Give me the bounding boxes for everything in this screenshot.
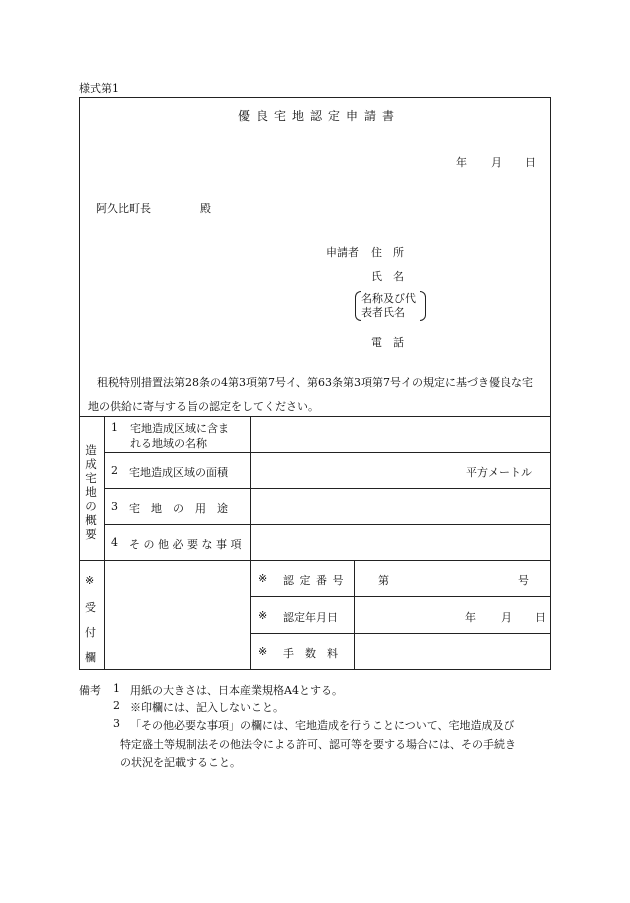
cert-date-day: 日: [535, 611, 546, 624]
applicant-label: 申請者: [326, 246, 359, 259]
cert-date-month: 月: [501, 611, 512, 624]
form-number: 様式第1: [79, 82, 119, 95]
note3-line2: 特定盛土等規制法その他法令による許可、認可等を要する場合には、その手続き: [120, 738, 516, 751]
reception-char-1: 受: [85, 601, 96, 614]
column-line-2: [250, 416, 251, 670]
reception-row2-label: 認定年月日: [283, 611, 338, 624]
notes-heading: 備考: [79, 684, 101, 697]
reception-char-3: 欄: [85, 651, 96, 664]
column-line-3: [354, 560, 355, 670]
bracket-right: [420, 291, 426, 321]
form-title: 優良宅地認定申請書: [238, 109, 401, 123]
date-day: 日: [525, 156, 536, 169]
note3-line3: の状況を記載すること。: [120, 756, 241, 769]
overview-row2-unit[interactable]: 平方メートル: [466, 466, 532, 479]
overview-row1-num: 1: [111, 421, 118, 434]
note2-text: ※印欄には、記入しないこと。: [130, 701, 284, 714]
overview-row-line-2: [104, 488, 551, 489]
date-year: 年: [456, 156, 467, 169]
reception-row-line-1: [250, 596, 551, 597]
overview-row3-label: 宅 地 の 用 途: [129, 502, 228, 515]
date-month: 月: [491, 156, 502, 169]
overview-row1-label-line2: れる地域の名称: [130, 437, 207, 450]
cert-date-year: 年: [465, 611, 476, 624]
applicant-name-label: 氏 名: [371, 270, 404, 283]
reception-row2-mark: ※: [258, 609, 268, 622]
reception-row3-mark: ※: [258, 645, 268, 658]
reception-row-line-2: [250, 633, 551, 634]
note1-text: 用紙の大きさは、日本産業規格A4とする。: [130, 684, 343, 697]
applicant-phone-label: 電 話: [371, 336, 404, 349]
note1-num: 1: [113, 682, 120, 695]
overview-row-line-3: [104, 524, 551, 525]
cert-number-prefix: 第: [378, 574, 389, 587]
overview-row3-num: 3: [111, 500, 118, 513]
table-top-line: [79, 416, 551, 417]
reception-row1-label: 認 定 番 号: [283, 574, 345, 587]
reception-row1-mark: ※: [258, 572, 268, 585]
reception-mark: ※: [85, 574, 95, 587]
note3-line1: 「その他必要な事項」の欄には、宅地造成を行うことについて、宅地造成及び: [130, 719, 515, 732]
reception-row3-label: 手 数 料: [283, 647, 338, 660]
overview-row1-label-line1: 宅地造成区域に含ま: [130, 422, 229, 435]
overview-row2-num: 2: [111, 464, 118, 477]
note3-num: 3: [113, 717, 120, 730]
statement-line2: 地の供給に寄与する旨の認定をしてください。: [88, 400, 319, 413]
corp-label-line1: 名称及び代: [361, 292, 416, 305]
overview-row4-label: そ の 他 必 要 な 事 項: [129, 538, 242, 551]
corp-label-line2: 表者氏名: [361, 306, 405, 319]
addressee-name: 阿久比町長: [96, 202, 151, 215]
applicant-address-label: 住 所: [371, 246, 404, 259]
overview-vertical-label: 造 成 宅 地 の 概 要: [85, 443, 97, 541]
note2-num: 2: [113, 699, 120, 712]
column-line-1: [104, 416, 105, 670]
overview-row4-num: 4: [111, 536, 118, 549]
section-divider-line: [79, 560, 551, 561]
statement-line1: 租税特別措置法第28条の4第3項第7号イ、第63条第3項第7号イの規定に基づき優良な宅: [97, 376, 533, 389]
overview-row-line-1: [104, 452, 551, 453]
addressee-honorific: 殿: [200, 202, 211, 215]
overview-row2-label: 宅地造成区域の面積: [129, 466, 228, 479]
reception-char-2: 付: [85, 626, 96, 639]
cert-number-suffix: 号: [518, 574, 529, 587]
